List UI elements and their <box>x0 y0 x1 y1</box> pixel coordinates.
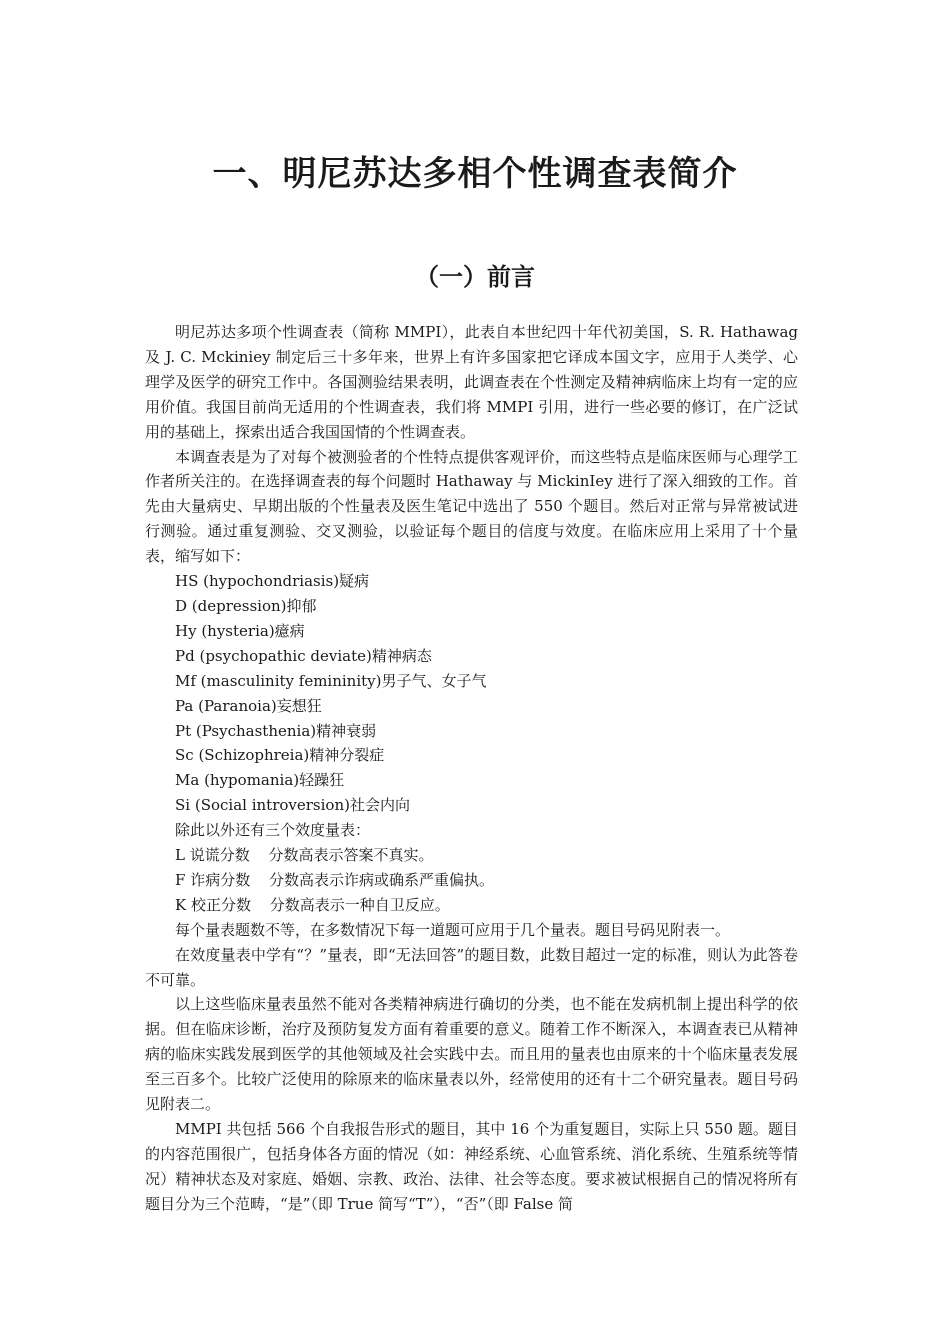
clinical-scale-item: Sc (Schizophreia)精神分裂症 <box>175 746 385 765</box>
paragraph-purpose: 本调查表是为了对每个被测验者的个性特点提供客观评价，而这些特点是临床医师与心理学工作者所关注的。在选择调查表的每个问题时 Hathaway 与 MickinIey 进行了深入细致的工作。首先由大量病史、早期出版的个性量表及医生笔记中选出了 550 个题目。然后对正常与异常被试进行测验。通过重复测验、交叉测验，以验证每个题目的信度与效度。在临床应用上采用了十个量表，缩写如下： <box>145 447 798 566</box>
validity-desc: 分数高表示一种自卫反应。 <box>269 895 450 914</box>
clinical-scale-item: D (depression)抑郁 <box>175 596 317 615</box>
validity-scale-item <box>145 843 798 868</box>
section-heading: （一）前言 <box>415 263 535 291</box>
validity-name: 诈病分数 <box>190 870 251 889</box>
validity-scale-list <box>145 843 798 918</box>
page-title: 一、明尼苏达多相个性调查表简介 <box>212 154 738 194</box>
validity-code: L <box>175 846 185 865</box>
paragraph-item-content: MMPI 共包括 566 个自我报告形式的题目，其中 16 个为重复题目，实际上只 550 题。题目的内容范围很广，包括身体各方面的情况（如：神经系统、心血管系统、消化系统、生殖系统等情况）精神状态及对家庭、婚姻、宗教、政治、法律、社会等态度。要求被试根据自己的情况将所有题目分为三个范畴，“是”（即 True 简写“T”），“否”（即 False 简 <box>145 1120 798 1213</box>
validity-code: K <box>175 895 187 914</box>
clinical-scale-item: Ma (hypomania)轻躁狂 <box>175 771 345 790</box>
validity-scale-item <box>145 868 798 893</box>
clinical-scale-item: Pa (Paranoia)妄想狂 <box>175 696 322 715</box>
clinical-scale-item: Mf (masculinity femininity)男子气、女子气 <box>175 671 487 690</box>
clinical-scale-item: Pt (Psychasthenia)精神衰弱 <box>175 721 377 740</box>
clinical-scale-list <box>145 569 798 818</box>
validity-name: 说谎分数 <box>189 846 250 865</box>
clinical-scale-item: Pd (psychopathic deviate)精神病态 <box>175 646 432 665</box>
paragraph-intro: 明尼苏达多项个性调查表（简称 MMPI），此表自本世纪四十年代初美国，S. R. Hathawag 及 J. C. Mckiniey 制定后三十多年来，世界上有许多国家把它译成本国文字，应用于人类学、心理学及医学的研究工作中。各国测验结果表明，此调查表在个性测定及精神病临床上均有一定的应用价值。我国目前尚无适用的个性调查表，我们将 MMPI 引用，进行一些必要的修订，在广泛试用的基础上，探索出适合我国国情的个性调查表。 <box>145 323 798 441</box>
validity-code: F <box>175 870 186 889</box>
clinical-scale-item: Si (Social introversion)社会内向 <box>175 796 410 815</box>
validity-scale-item <box>145 893 798 918</box>
clinical-scale-item: HS (hypochondriasis)疑病 <box>175 572 370 591</box>
validity-desc: 分数高表示答案不真实。 <box>268 846 434 865</box>
paragraph-question-scale: 在效度量表中学有“？”量表，即“无法回答”的题目数，此数目超过一定的标准，则认为此答卷不可靠。 <box>145 945 798 989</box>
paragraph-scale-items: 每个量表题数不等，在多数情况下每一道题可应用于几个量表。题目号码见附表一。 <box>175 920 731 939</box>
validity-intro: 除此以外还有三个效度量表： <box>175 821 371 840</box>
validity-name: 校正分数 <box>191 895 252 914</box>
body-text <box>145 320 798 1217</box>
paragraph-clinical-use: 以上这些临床量表虽然不能对各类精神病进行确切的分类，也不能在发病机制上提出科学的依据。但在临床诊断，治疗及预防复发方面有着重要的意义。随着工作不断深入，本调查表已从精神病的临床实践发展到医学的其他领域及社会实践中去。而且用的量表也由原来的十个临床量表发展至三百多个。比较广泛使用的除原来的临床量表以外，经常使用的还有十二个研究量表。题目号码见附表二。 <box>145 995 798 1114</box>
clinical-scale-item: Hy (hysteria)癔病 <box>175 621 305 640</box>
validity-desc: 分数高表示诈病或确系严重偏执。 <box>269 870 495 889</box>
